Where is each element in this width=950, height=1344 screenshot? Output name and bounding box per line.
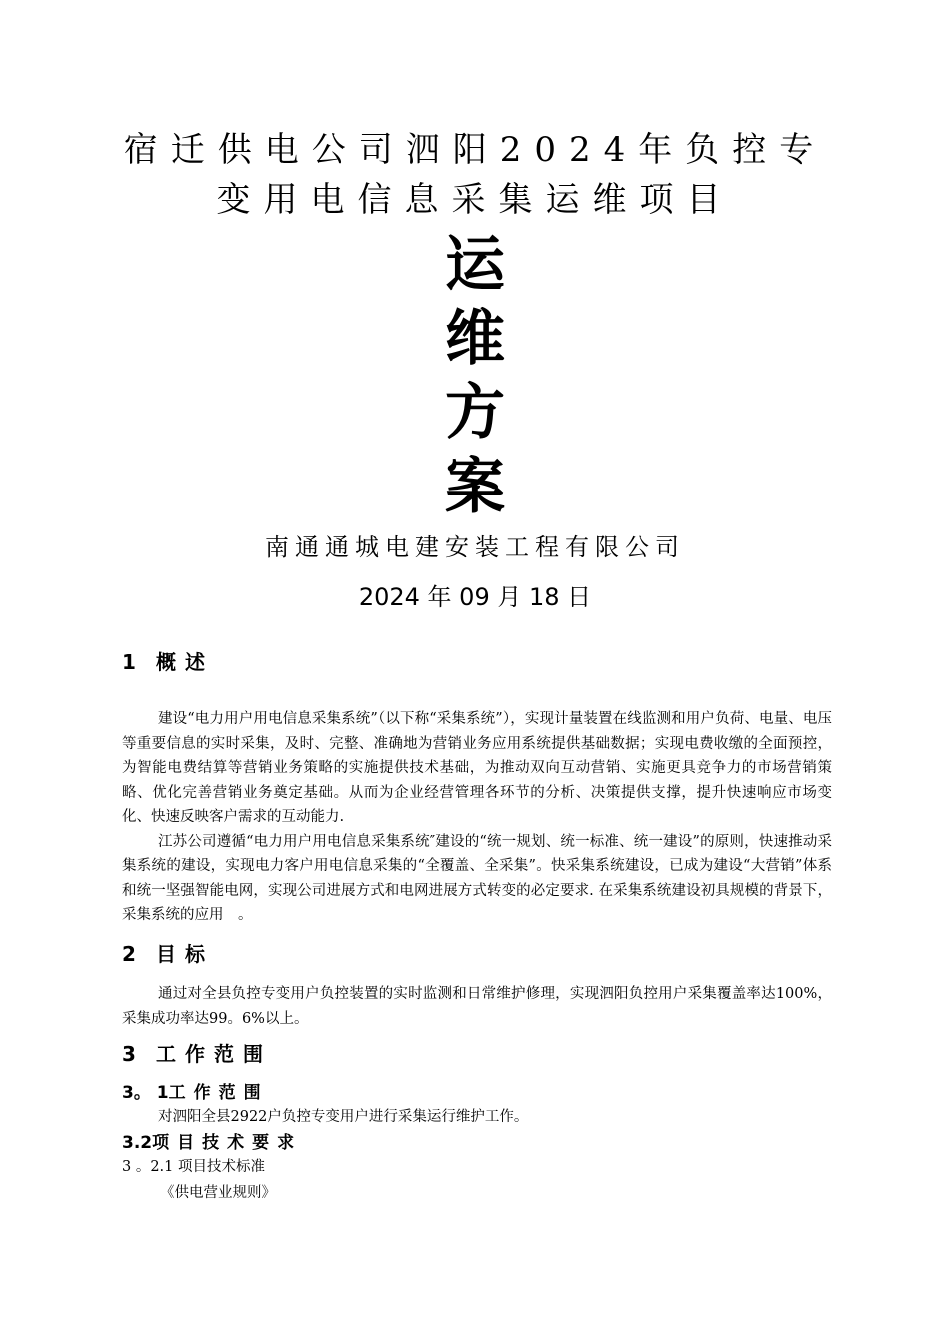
subsection-number: 3。 1 (122, 1083, 169, 1103)
section-1-body (122, 707, 832, 928)
document-title-line-1: 宿迁供电公司泗阳2024年负控专 (123, 130, 827, 170)
paragraph: 通过对全县负控专变用户负控装置的实时监测和日常维护修理，实现泗阳负控用户采集覆盖率达100%，采集成功率达99。6%以上。 (122, 986, 832, 1027)
paragraph: 江苏公司遵循“电力用户用电信息采集系统″建设的“统一规划、统一标准、统一建设”的原则，快速推动采集系统的建设，实现电力客户用电信息采集的“全覆盖、全采集”。快采集系统建设，已成为建设“大营销”体系和统一坚强智能电网，实现公司进展方式和电网进展方式转变的必定要求. 在采集系统建设初具规模的背景下，采集系统的应用 。 (122, 833, 832, 923)
section-title: 工作范围 (156, 1042, 272, 1066)
document-title-line-2: 变用电信息采集运维项目 (216, 180, 734, 220)
big-title-char: 方 (445, 378, 505, 448)
document-date: 2024 年 09 月 18 日 (358, 583, 592, 611)
section-title: 概述 (156, 650, 214, 674)
company-name: 南通通城电建安装工程有限公司 (265, 533, 685, 561)
subsection-3-1-heading (122, 1081, 269, 1105)
paragraph: 建设“电力用户用电信息采集系统”（以下称“采集系统”），实现计量装置在线监测和用户负荷、电量、电压等重要信息的实时采集，及时、完整、准确地为营销业务应用系统提供基础数据；实现电费收缴的全面预控，为智能电费结算等营销业务策略的实施提供技术基础，为推动双向互动营销、实施更具竞争力的市场营销策略、优化完善营销业务奠定基础。从而为企业经营管理各环节的分析、决策提供支撑，提升快速响应市场变化、快速反映客户需求的互动能力. (122, 711, 832, 825)
section-number: 2 (122, 942, 136, 966)
section-1-heading (122, 648, 214, 676)
big-title-char: 维 (445, 304, 505, 374)
section-number: 1 (122, 650, 136, 674)
standard-document-title: 《供电营业规则》 (160, 1185, 276, 1201)
subsection-number: 3.2 (122, 1133, 153, 1153)
section-3-heading (122, 1040, 272, 1068)
big-title-char: 运 (445, 230, 505, 300)
big-title-char: 案 (445, 452, 505, 522)
subsection-3-2-1-label: 3 。2.1 项目技术标准 (122, 1159, 266, 1175)
subsection-title: 项目技术要求 (152, 1133, 303, 1153)
section-number: 3 (122, 1042, 136, 1066)
subsection-3-2-heading (122, 1131, 302, 1155)
big-title (0, 228, 950, 524)
section-2-heading (122, 940, 214, 968)
subsection-title: 工作范围 (168, 1083, 269, 1103)
section-title: 目标 (156, 942, 214, 966)
subsection-3-1-text: 对泗阳全县2922户负控专变用户进行采集运行维护工作。 (158, 1109, 529, 1125)
section-2-body (122, 982, 832, 1031)
